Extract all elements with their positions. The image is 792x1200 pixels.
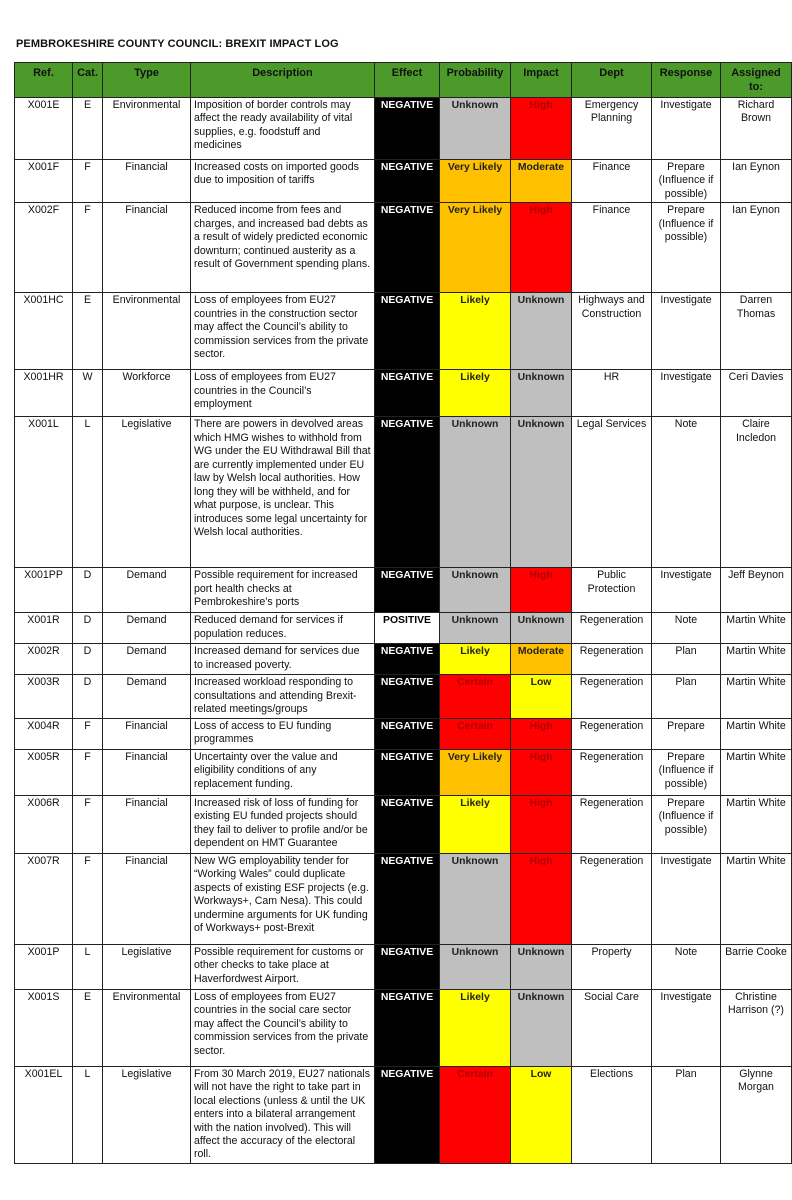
table-row [15, 613, 792, 644]
effect-cell: NEGATIVE [375, 795, 440, 853]
probability-cell: Unknown [440, 853, 511, 944]
assigned-cell: Glynne Morgan [721, 1066, 792, 1163]
table-row [15, 675, 792, 718]
probability-cell: Unknown [440, 417, 511, 568]
table-row [15, 370, 792, 417]
effect-cell: NEGATIVE [375, 853, 440, 944]
header-cat: Cat. [73, 63, 103, 98]
impact-cell: Unknown [511, 370, 572, 417]
ref-cell: X001P [15, 944, 73, 989]
category-cell: E [73, 98, 103, 160]
category-cell: F [73, 718, 103, 749]
response-cell: Investigate [652, 98, 721, 160]
dept-cell: Finance [572, 203, 652, 293]
probability-cell: Unknown [440, 98, 511, 160]
dept-cell: Legal Services [572, 417, 652, 568]
effect-cell: NEGATIVE [375, 1066, 440, 1163]
description-cell: There are powers in devolved areas which HMG wishes to withhold from WG under the EU Withdrawal Bill that are currently implemented under EU law by Welsh local authorities. How long they will be withheld, and for what purpose, is unclear. This introduces some legal uncertainty for Welsh local authorities. [191, 417, 375, 568]
header-response: Response [652, 63, 721, 98]
type-cell: Environmental [103, 98, 191, 160]
ref-cell: X001R [15, 613, 73, 644]
category-cell: D [73, 568, 103, 613]
probability-cell: Very Likely [440, 203, 511, 293]
response-cell: Investigate [652, 370, 721, 417]
type-cell: Workforce [103, 370, 191, 417]
document-title: PEMBROKESHIRE COUNTY COUNCIL: BREXIT IMPACT LOG [16, 38, 339, 50]
category-cell: E [73, 989, 103, 1066]
type-cell: Legislative [103, 1066, 191, 1163]
ref-cell: X001F [15, 160, 73, 203]
table-body [15, 98, 792, 1164]
impact-cell: Unknown [511, 989, 572, 1066]
probability-cell: Likely [440, 989, 511, 1066]
ref-cell: X004R [15, 718, 73, 749]
description-cell: Uncertainty over the value and eligibility conditions of any replacement funding. [191, 749, 375, 795]
table-row [15, 749, 792, 795]
effect-cell: NEGATIVE [375, 989, 440, 1066]
description-cell: Possible requirement for increased port health checks at Pembrokeshire’s ports [191, 568, 375, 613]
probability-cell: Very Likely [440, 160, 511, 203]
response-cell: Prepare (Influence if possible) [652, 795, 721, 853]
assigned-cell: Christine Harrison (?) [721, 989, 792, 1066]
effect-cell: NEGATIVE [375, 417, 440, 568]
effect-cell: NEGATIVE [375, 644, 440, 675]
dept-cell: HR [572, 370, 652, 417]
assigned-cell: Martin White [721, 853, 792, 944]
category-cell: F [73, 795, 103, 853]
dept-cell: Emergency Planning [572, 98, 652, 160]
type-cell: Financial [103, 749, 191, 795]
header-type: Type [103, 63, 191, 98]
dept-cell: Regeneration [572, 675, 652, 718]
dept-cell: Highways and Construction [572, 293, 652, 370]
category-cell: D [73, 613, 103, 644]
impact-cell: High [511, 853, 572, 944]
assigned-cell: Ian Eynon [721, 203, 792, 293]
assigned-cell: Barrie Cooke [721, 944, 792, 989]
effect-cell: NEGATIVE [375, 98, 440, 160]
impact-cell: High [511, 203, 572, 293]
header-description: Description [191, 63, 375, 98]
impact-cell: Moderate [511, 160, 572, 203]
response-cell: Prepare (Influence if possible) [652, 203, 721, 293]
assigned-cell: Richard Brown [721, 98, 792, 160]
impact-cell: Unknown [511, 613, 572, 644]
category-cell: F [73, 203, 103, 293]
ref-cell: X001L [15, 417, 73, 568]
assigned-cell: Jeff Beynon [721, 568, 792, 613]
impact-cell: Unknown [511, 417, 572, 568]
effect-cell: NEGATIVE [375, 749, 440, 795]
type-cell: Demand [103, 568, 191, 613]
impact-cell: High [511, 568, 572, 613]
impact-cell: Low [511, 675, 572, 718]
table-row [15, 417, 792, 568]
description-cell: Increased costs on imported goods due to imposition of tariffs [191, 160, 375, 203]
ref-cell: X001HR [15, 370, 73, 417]
table-row [15, 203, 792, 293]
assigned-cell: Claire Incledon [721, 417, 792, 568]
header-ref: Ref. [15, 63, 73, 98]
probability-cell: Unknown [440, 568, 511, 613]
table-row [15, 795, 792, 853]
category-cell: D [73, 644, 103, 675]
assigned-cell: Martin White [721, 675, 792, 718]
ref-cell: X007R [15, 853, 73, 944]
response-cell: Note [652, 417, 721, 568]
type-cell: Financial [103, 853, 191, 944]
type-cell: Legislative [103, 944, 191, 989]
description-cell: Imposition of border controls may affect the ready availability of vital supplies, e.g. foodstuff and medicines [191, 98, 375, 160]
response-cell: Note [652, 944, 721, 989]
description-cell: Reduced income from fees and charges, and increased bad debts as a result of widely predicted economic downturn; continued austerity as a result of Government spending plans. [191, 203, 375, 293]
category-cell: E [73, 293, 103, 370]
header-probability: Probability [440, 63, 511, 98]
assigned-cell: Martin White [721, 749, 792, 795]
table-row [15, 1066, 792, 1163]
probability-cell: Certain [440, 675, 511, 718]
type-cell: Demand [103, 675, 191, 718]
table-row [15, 160, 792, 203]
probability-cell: Likely [440, 644, 511, 675]
description-cell: Loss of employees from EU27 countries in the Council’s employment [191, 370, 375, 417]
assigned-cell: Ian Eynon [721, 160, 792, 203]
response-cell: Prepare (Influence if possible) [652, 160, 721, 203]
table-row [15, 853, 792, 944]
ref-cell: X002F [15, 203, 73, 293]
assigned-cell: Ceri Davies [721, 370, 792, 417]
ref-cell: X002R [15, 644, 73, 675]
description-cell: From 30 March 2019, EU27 nationals will not have the right to take part in local elections (unless & until the UK enters into a bilateral arrangement with the nation involved). This will affect the accuracy of the electoral roll. [191, 1066, 375, 1163]
type-cell: Financial [103, 795, 191, 853]
type-cell: Financial [103, 718, 191, 749]
ref-cell: X001HC [15, 293, 73, 370]
header-assigned-to: Assigned to: [721, 63, 792, 98]
table-row [15, 644, 792, 675]
response-cell: Plan [652, 675, 721, 718]
response-cell: Prepare [652, 718, 721, 749]
category-cell: F [73, 853, 103, 944]
impact-cell: High [511, 749, 572, 795]
dept-cell: Regeneration [572, 795, 652, 853]
probability-cell: Unknown [440, 944, 511, 989]
table-row [15, 718, 792, 749]
dept-cell: Finance [572, 160, 652, 203]
response-cell: Plan [652, 1066, 721, 1163]
type-cell: Environmental [103, 989, 191, 1066]
ref-cell: X001EL [15, 1066, 73, 1163]
dept-cell: Regeneration [572, 718, 652, 749]
probability-cell: Likely [440, 370, 511, 417]
impact-cell: Low [511, 1066, 572, 1163]
table-row [15, 944, 792, 989]
description-cell: Increased risk of loss of funding for existing EU funded projects should they fail to deliver to profile and/or be dependent on HMT Guarantee [191, 795, 375, 853]
table-row [15, 568, 792, 613]
description-cell: Loss of access to EU funding programmes [191, 718, 375, 749]
assigned-cell: Darren Thomas [721, 293, 792, 370]
effect-cell: POSITIVE [375, 613, 440, 644]
description-cell: Reduced demand for services if population reduces. [191, 613, 375, 644]
dept-cell: Social Care [572, 989, 652, 1066]
effect-cell: NEGATIVE [375, 370, 440, 417]
effect-cell: NEGATIVE [375, 568, 440, 613]
table-row [15, 989, 792, 1066]
category-cell: F [73, 160, 103, 203]
response-cell: Prepare (Influence if possible) [652, 749, 721, 795]
table-header-row [15, 63, 792, 98]
effect-cell: NEGATIVE [375, 675, 440, 718]
response-cell: Investigate [652, 568, 721, 613]
type-cell: Legislative [103, 417, 191, 568]
impact-cell: High [511, 795, 572, 853]
assigned-cell: Martin White [721, 718, 792, 749]
impact-log-table [14, 62, 792, 1164]
probability-cell: Very Likely [440, 749, 511, 795]
table-row [15, 98, 792, 160]
dept-cell: Regeneration [572, 853, 652, 944]
impact-cell: High [511, 718, 572, 749]
probability-cell: Likely [440, 795, 511, 853]
category-cell: D [73, 675, 103, 718]
category-cell: W [73, 370, 103, 417]
assigned-cell: Martin White [721, 644, 792, 675]
dept-cell: Regeneration [572, 613, 652, 644]
ref-cell: X005R [15, 749, 73, 795]
assigned-cell: Martin White [721, 613, 792, 644]
effect-cell: NEGATIVE [375, 293, 440, 370]
description-cell: Increased workload responding to consultations and attending Brexit-related meetings/groups [191, 675, 375, 718]
response-cell: Plan [652, 644, 721, 675]
impact-cell: Unknown [511, 944, 572, 989]
ref-cell: X001S [15, 989, 73, 1066]
impact-cell: Moderate [511, 644, 572, 675]
header-impact: Impact [511, 63, 572, 98]
header-effect: Effect [375, 63, 440, 98]
category-cell: L [73, 1066, 103, 1163]
probability-cell: Unknown [440, 613, 511, 644]
description-cell: Increased demand for services due to increased poverty. [191, 644, 375, 675]
impact-cell: Unknown [511, 293, 572, 370]
description-cell: Possible requirement for customs or other checks to take place at Haverfordwest Airport. [191, 944, 375, 989]
type-cell: Demand [103, 613, 191, 644]
dept-cell: Regeneration [572, 749, 652, 795]
response-cell: Investigate [652, 989, 721, 1066]
probability-cell: Likely [440, 293, 511, 370]
description-cell: New WG employability tender for “Working Wales” could duplicate aspects of existing ESF projects (e.g. Workways+, Cam Nesa). This could undermine arguments for UK funding of Workways+ post-Brexit [191, 853, 375, 944]
effect-cell: NEGATIVE [375, 160, 440, 203]
dept-cell: Regeneration [572, 644, 652, 675]
probability-cell: Certain [440, 1066, 511, 1163]
category-cell: L [73, 417, 103, 568]
effect-cell: NEGATIVE [375, 718, 440, 749]
probability-cell: Certain [440, 718, 511, 749]
category-cell: L [73, 944, 103, 989]
ref-cell: X006R [15, 795, 73, 853]
description-cell: Loss of employees from EU27 countries in the construction sector may affect the Council’s ability to commission services from the private sector. [191, 293, 375, 370]
response-cell: Investigate [652, 293, 721, 370]
table-row [15, 293, 792, 370]
type-cell: Financial [103, 203, 191, 293]
header-dept: Dept [572, 63, 652, 98]
type-cell: Financial [103, 160, 191, 203]
response-cell: Investigate [652, 853, 721, 944]
category-cell: F [73, 749, 103, 795]
ref-cell: X001E [15, 98, 73, 160]
ref-cell: X001PP [15, 568, 73, 613]
type-cell: Environmental [103, 293, 191, 370]
assigned-cell: Martin White [721, 795, 792, 853]
ref-cell: X003R [15, 675, 73, 718]
effect-cell: NEGATIVE [375, 944, 440, 989]
impact-cell: High [511, 98, 572, 160]
response-cell: Note [652, 613, 721, 644]
type-cell: Demand [103, 644, 191, 675]
dept-cell: Public Protection [572, 568, 652, 613]
dept-cell: Property [572, 944, 652, 989]
description-cell: Loss of employees from EU27 countries in the social care sector may affect the Council’s ability to commission services from the private sector. [191, 989, 375, 1066]
effect-cell: NEGATIVE [375, 203, 440, 293]
dept-cell: Elections [572, 1066, 652, 1163]
